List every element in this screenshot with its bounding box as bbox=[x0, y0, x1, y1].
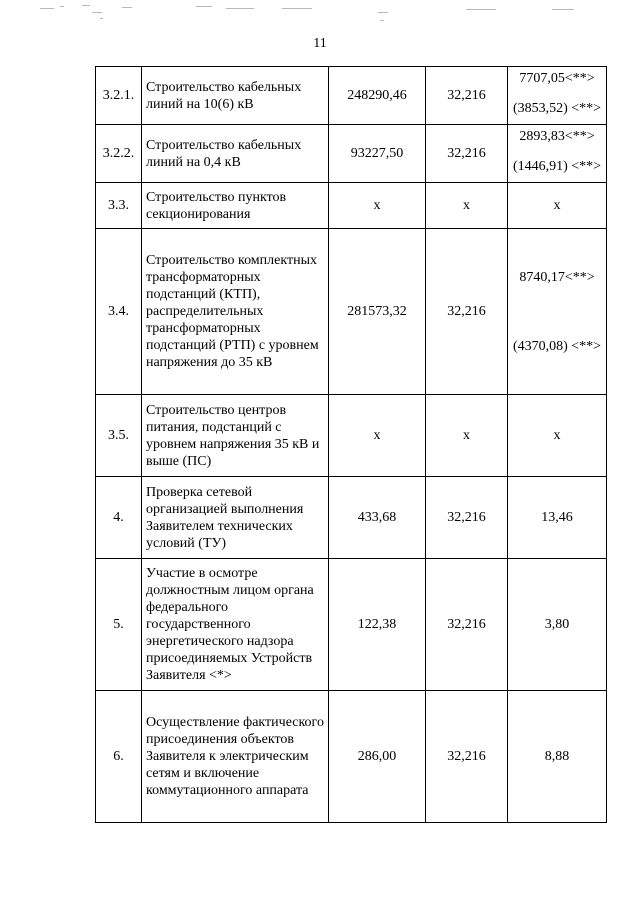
row-number: 6. bbox=[96, 691, 142, 823]
result-primary: 2893,83<**> bbox=[519, 129, 595, 144]
row-number: 4. bbox=[96, 477, 142, 559]
row-number: 3.2.1. bbox=[96, 67, 142, 125]
row-description: Строительство центров питания, подстанций с уровнем напряжения 35 кВ и выше (ПС) bbox=[142, 395, 329, 477]
row-description: Строительство кабельных линий на 0,4 кВ bbox=[142, 125, 329, 183]
table-row bbox=[96, 559, 607, 691]
table-row bbox=[96, 477, 607, 559]
table-row bbox=[96, 691, 607, 823]
table-row bbox=[96, 125, 607, 183]
row-result: x bbox=[508, 183, 607, 229]
row-value: 281573,32 bbox=[329, 229, 426, 395]
row-coefficient: 32,216 bbox=[426, 559, 508, 691]
result-primary: 7707,05<**> bbox=[519, 71, 595, 86]
row-number: 3.5. bbox=[96, 395, 142, 477]
row-result bbox=[508, 229, 607, 395]
row-coefficient: 32,216 bbox=[426, 125, 508, 183]
row-coefficient: 32,216 bbox=[426, 229, 508, 395]
row-coefficient: 32,216 bbox=[426, 477, 508, 559]
row-result: 8,88 bbox=[508, 691, 607, 823]
row-coefficient: 32,216 bbox=[426, 691, 508, 823]
row-description: Строительство пунктов секционирования bbox=[142, 183, 329, 229]
row-value: 248290,46 bbox=[329, 67, 426, 125]
row-value: 93227,50 bbox=[329, 125, 426, 183]
row-coefficient: 32,216 bbox=[426, 67, 508, 125]
row-number: 5. bbox=[96, 559, 142, 691]
page-number: 11 bbox=[313, 36, 327, 51]
row-value: 286,00 bbox=[329, 691, 426, 823]
row-coefficient: x bbox=[426, 395, 508, 477]
row-value: 433,68 bbox=[329, 477, 426, 559]
row-result: 3,80 bbox=[508, 559, 607, 691]
scan-noise bbox=[0, 0, 640, 30]
row-result bbox=[508, 125, 607, 183]
tariff-table bbox=[95, 66, 607, 823]
row-coefficient: x bbox=[426, 183, 508, 229]
row-number: 3.2.2. bbox=[96, 125, 142, 183]
row-value: x bbox=[329, 183, 426, 229]
result-secondary: (3853,52) <**> bbox=[512, 101, 602, 116]
row-description: Строительство кабельных линий на 10(6) кВ bbox=[142, 67, 329, 125]
row-value: 122,38 bbox=[329, 559, 426, 691]
row-result: x bbox=[508, 395, 607, 477]
row-description: Строительство комплектных трансформаторных подстанций (КТП), распределительных трансформаторных подстанций (РТП) с уровнем напряжения до 35 кВ bbox=[142, 229, 329, 395]
row-result: 13,46 bbox=[508, 477, 607, 559]
table-row bbox=[96, 67, 607, 125]
table-row bbox=[96, 395, 607, 477]
result-primary: 8740,17<**> bbox=[519, 270, 595, 285]
row-number: 3.4. bbox=[96, 229, 142, 395]
row-description: Осуществление фактического присоединения объектов Заявителя к электрическим сетям и включение коммутационного аппарата bbox=[142, 691, 329, 823]
row-number: 3.3. bbox=[96, 183, 142, 229]
row-description: Проверка сетевой организацией выполнения Заявителем технических условий (ТУ) bbox=[142, 477, 329, 559]
table-row bbox=[96, 183, 607, 229]
row-result bbox=[508, 67, 607, 125]
row-description: Участие в осмотре должностным лицом органа федерального государственного энергетического надзора присоединяемых Устройств Заявителя <*> bbox=[142, 559, 329, 691]
row-value: x bbox=[329, 395, 426, 477]
result-secondary: (4370,08) <**> bbox=[512, 339, 602, 354]
result-secondary: (1446,91) <**> bbox=[512, 159, 602, 174]
table-row bbox=[96, 229, 607, 395]
